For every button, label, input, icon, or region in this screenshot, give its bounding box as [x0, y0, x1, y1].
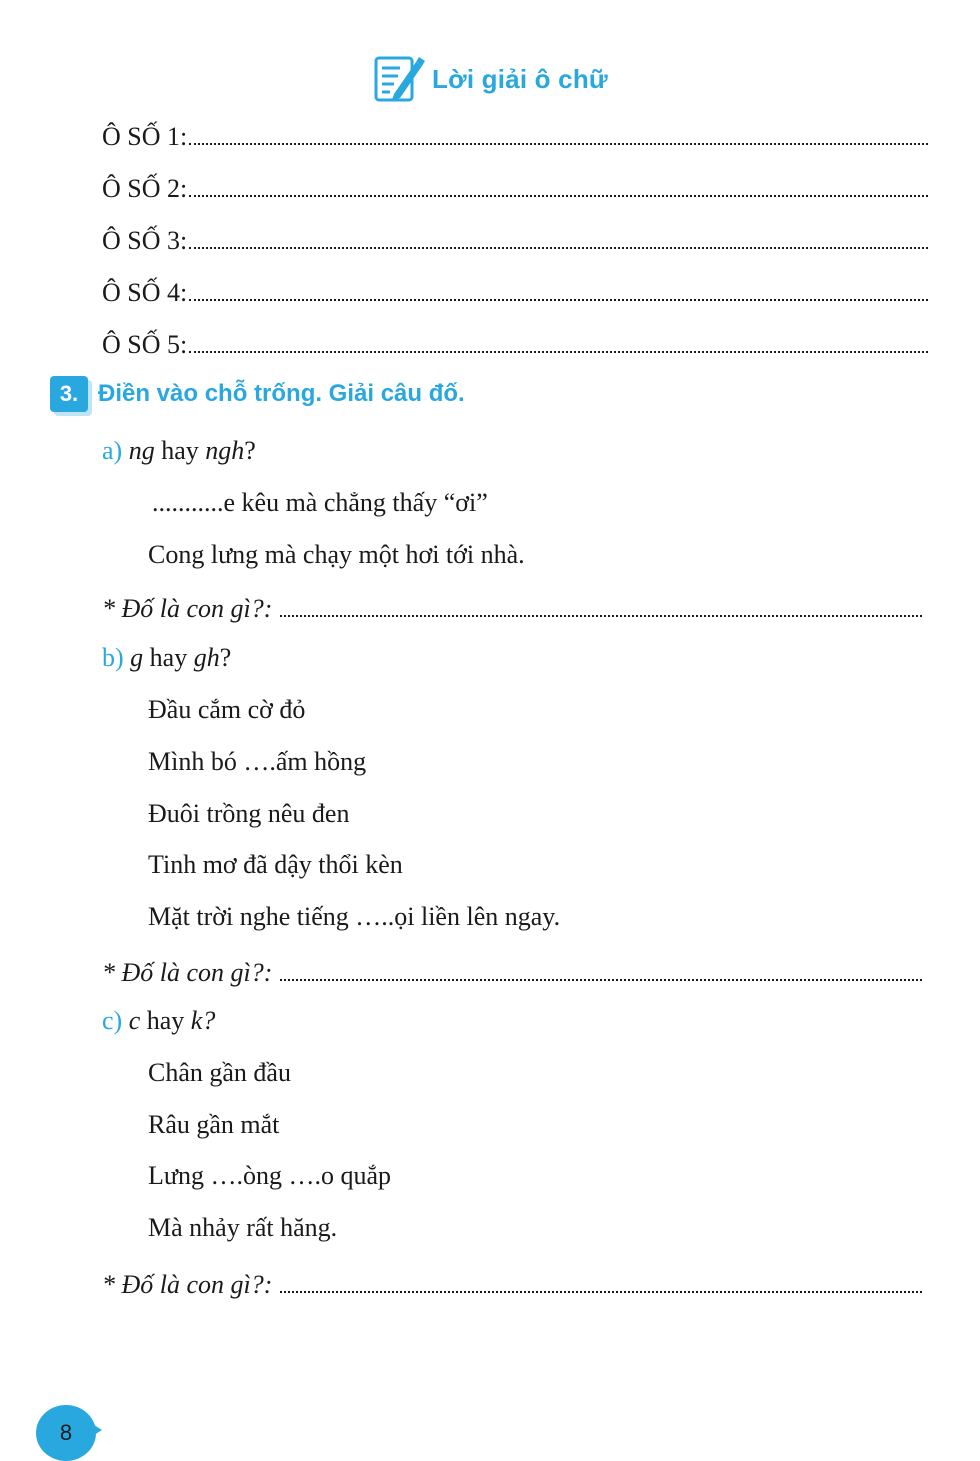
option-2: ngh — [205, 436, 245, 465]
fill-in-blank[interactable] — [280, 979, 922, 981]
question-label: a) — [102, 436, 123, 465]
answer-label: Ô SỐ 1: — [102, 122, 188, 151]
riddle-answer-line — [102, 1260, 922, 1300]
fill-in-blank[interactable] — [189, 143, 928, 145]
answer-label: Ô SỐ 5: — [102, 330, 188, 359]
fill-in-blank[interactable] — [189, 247, 928, 249]
riddle-label: * Đố là con gì?: — [102, 594, 273, 623]
option-2: gh — [193, 643, 220, 672]
poem-line: Mà nhảy rất hăng. — [148, 1213, 338, 1242]
fill-in-blank[interactable] — [280, 615, 922, 617]
answer-line — [102, 320, 928, 360]
answer-label: Ô SỐ 3: — [102, 226, 188, 255]
answer-label: Ô SỐ 4: — [102, 278, 188, 307]
riddle-answer-line — [102, 584, 922, 624]
exercise-number-badge: 3. — [50, 376, 88, 412]
poem-line: Chân gần đầu — [148, 1058, 291, 1087]
poem-line: Cong lưng mà chạy một hơi tới nhà. — [148, 540, 525, 569]
fill-in-blank[interactable] — [280, 1291, 922, 1293]
option-1: c — [128, 1006, 141, 1035]
header-title: Lời giải ô chữ — [432, 63, 608, 94]
option-2: k? — [190, 1006, 216, 1035]
poem-line: Râu gần mắt — [148, 1110, 280, 1139]
exercise-title: Điền vào chỗ trống. Giải câu đố. — [98, 380, 465, 407]
poem-line: Mình bó ….ấm hồng — [148, 747, 367, 776]
question-b: b) g hay gh? — [102, 643, 232, 672]
poem-line: Tinh mơ đã dậy thổi kèn — [148, 850, 403, 879]
poem-line: Đuôi trồng nêu đen — [148, 799, 350, 828]
poem-line: Lưng ….òng ….o quắp — [148, 1161, 392, 1190]
poem-line: ...........e kêu mà chẳng thấy “ơi” — [152, 488, 488, 517]
riddle-answer-line — [102, 948, 922, 988]
question-c: c) c hay k? — [102, 1006, 216, 1035]
answer-line — [102, 268, 928, 308]
question-a: a) ng hay ngh? — [102, 436, 256, 465]
riddle-label: * Đố là con gì?: — [102, 1270, 273, 1299]
pencil-note-icon — [372, 52, 426, 106]
answer-label: Ô SỐ 2: — [102, 174, 188, 203]
question-label: c) — [102, 1006, 123, 1035]
fill-in-blank[interactable] — [189, 299, 928, 301]
section-header — [0, 52, 980, 106]
page-number: 8 — [36, 1405, 96, 1461]
exercise-heading — [50, 376, 465, 412]
fill-in-blank[interactable] — [189, 195, 928, 197]
answer-line — [102, 112, 928, 152]
riddle-label: * Đố là con gì?: — [102, 958, 273, 987]
option-1: ng — [128, 436, 155, 465]
option-1: g — [130, 643, 144, 672]
answer-line — [102, 164, 928, 204]
poem-line: Đầu cắm cờ đỏ — [148, 695, 306, 724]
question-label: b) — [102, 643, 124, 672]
poem-line: Mặt trời nghe tiếng …..ọi liền lên ngay. — [148, 902, 561, 931]
fill-in-blank[interactable] — [189, 351, 928, 353]
answer-line — [102, 216, 928, 256]
